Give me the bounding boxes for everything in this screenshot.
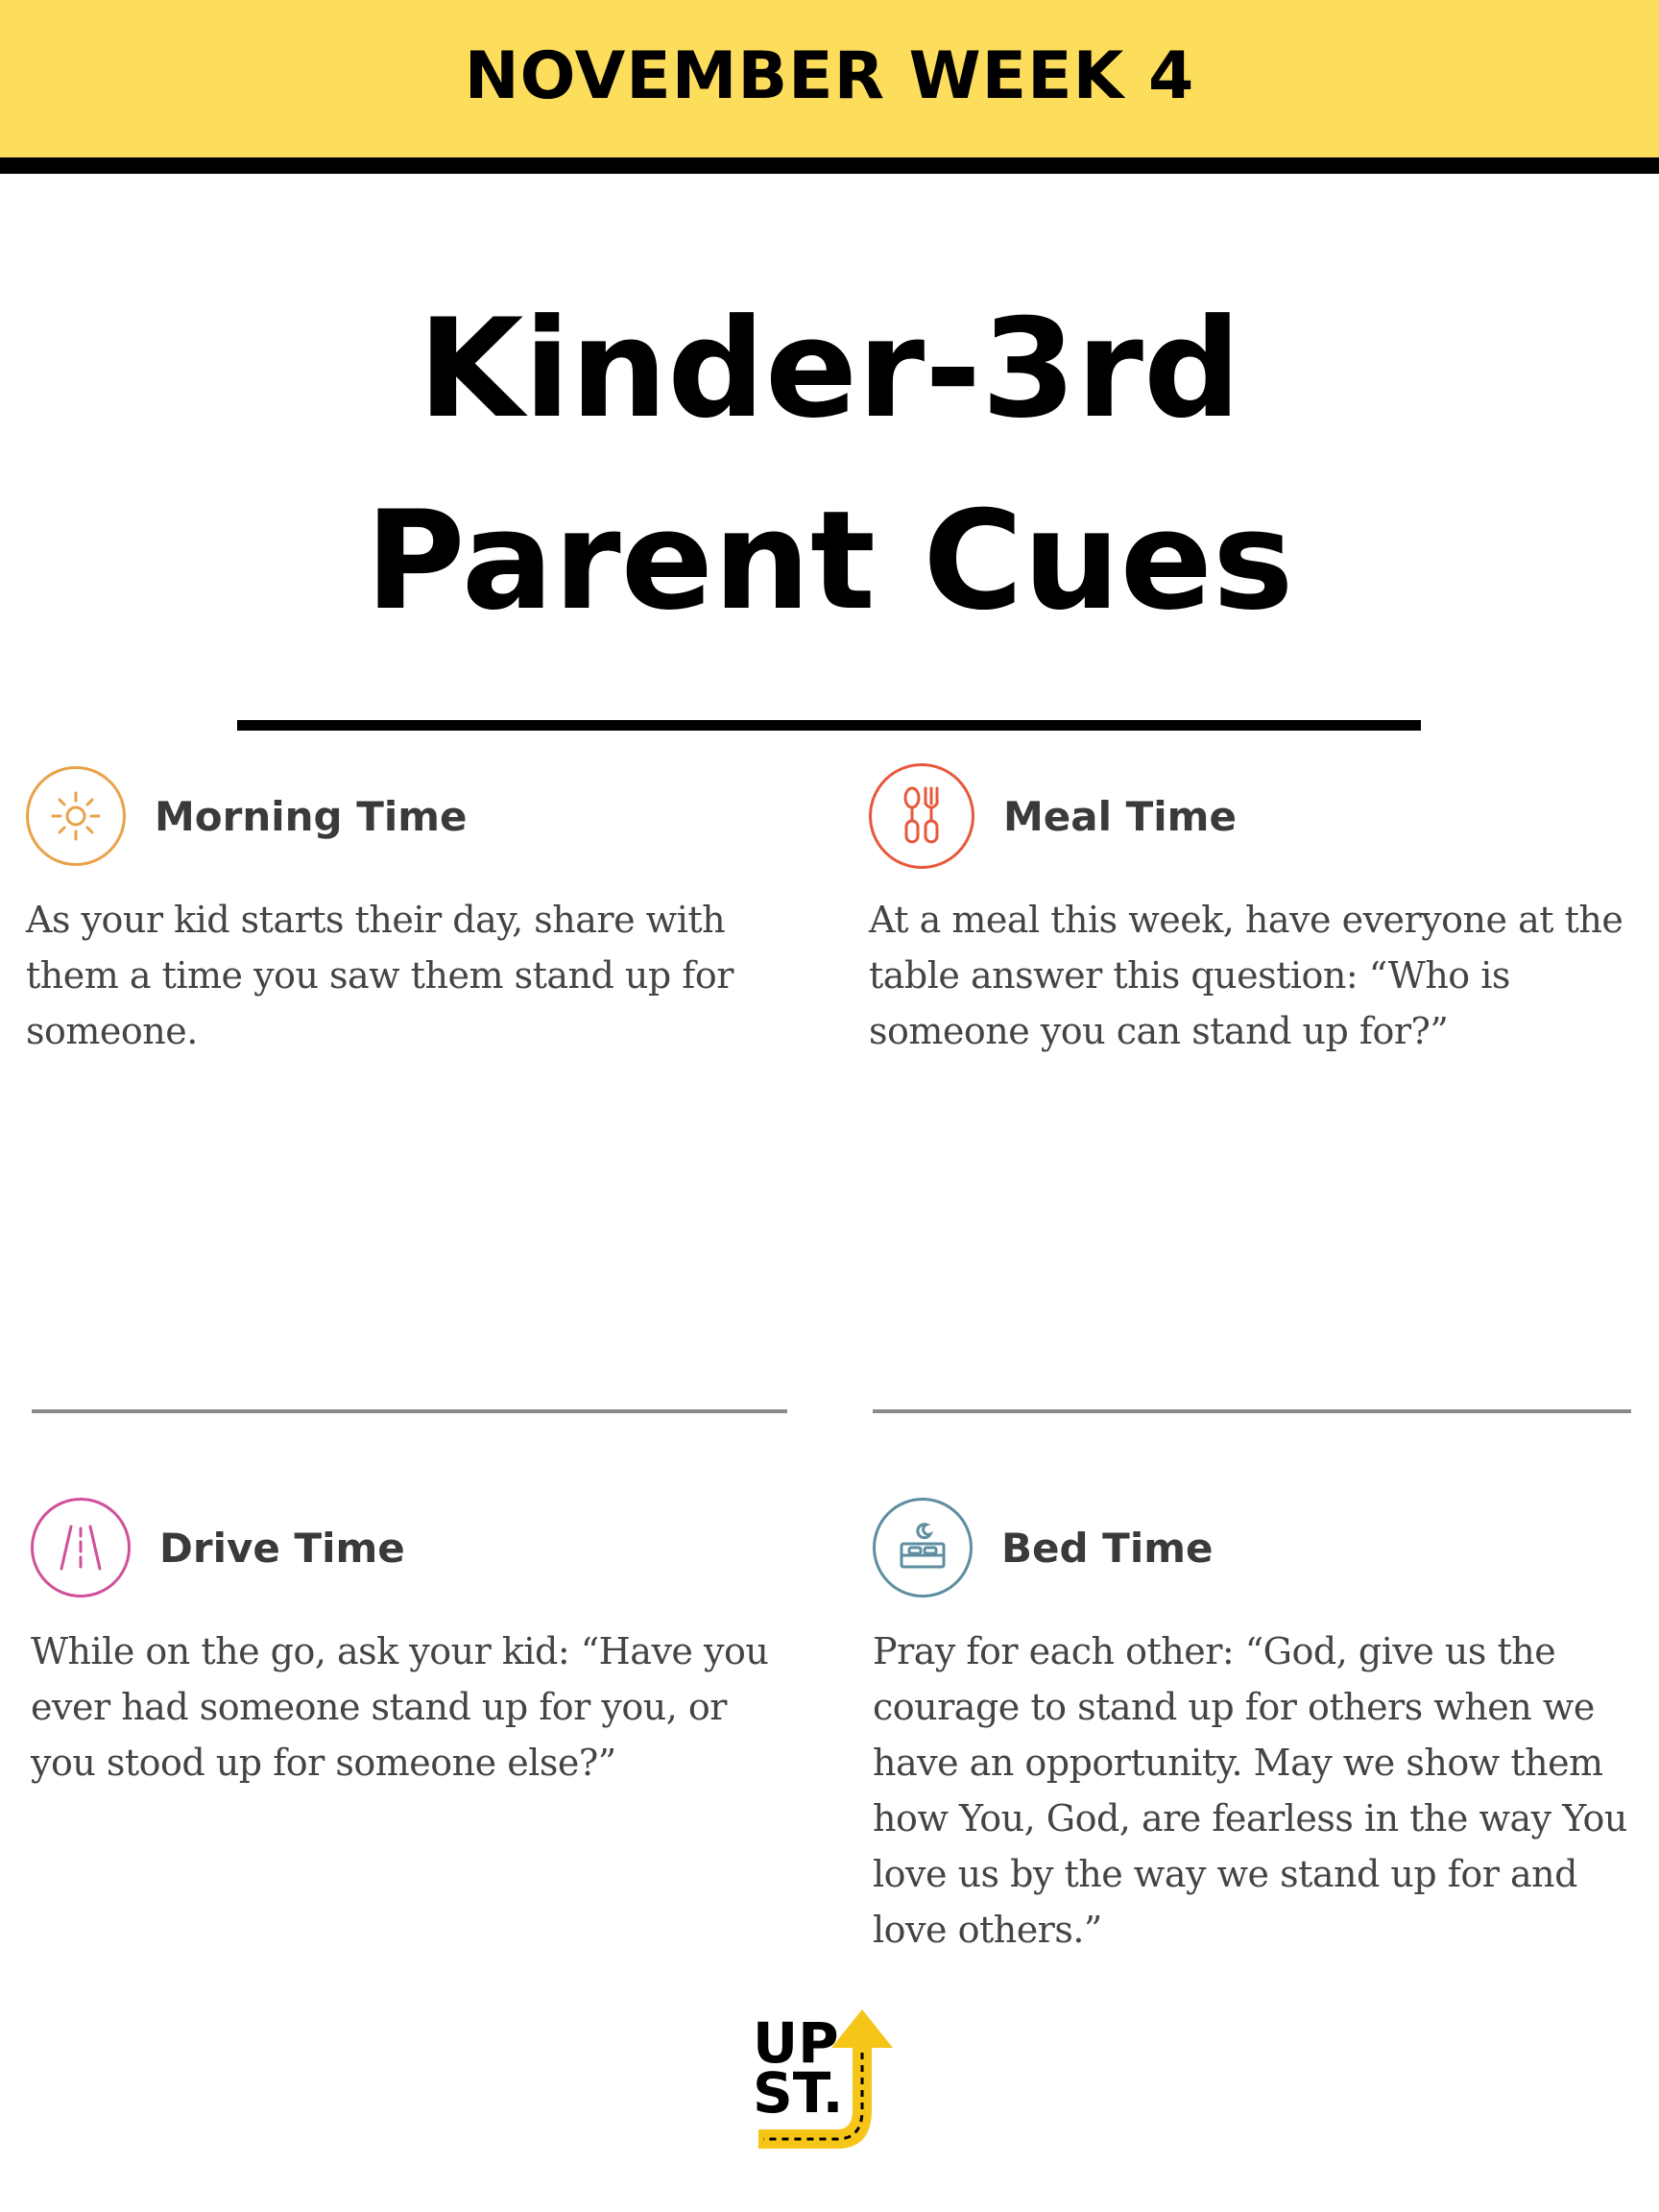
upstreet-logo [749,2005,912,2158]
cue-morning-time [26,763,794,1059]
cue-body: As your kid starts their day, share with them a time you saw them stand up for someone. [26,899,733,1052]
cue-body: While on the go, ask your kid: “Have you ever had someone stand up for you, or you stood up for someone else?” [31,1630,769,1784]
logo-line-1: UP [753,2010,839,2076]
cue-title: Meal Time [1003,792,1237,840]
logo-line-2: ST. [753,2060,844,2126]
cue-body: Pray for each other: “God, give us the courage to stand up for others when we have an opportunity. May we show them how You, God, are fearless in the way You love us by the way we stand up for and love others.” [873,1630,1627,1951]
cue-body: At a meal this week, have everyone at the table answer this question: “Who is someone you can stand up for?” [869,899,1623,1052]
sun-icon [26,766,126,866]
cue-meal-time [869,763,1637,1059]
utensils-icon [869,763,974,869]
bed-moon-icon [873,1498,973,1598]
section-divider-right [873,1409,1631,1413]
page-title [0,274,1659,658]
cue-title: Morning Time [155,792,468,840]
title-line-2: Parent Cues [365,482,1294,640]
title-line-1: Kinder-3rd [418,290,1241,448]
header-banner [0,0,1659,157]
section-divider-left [32,1409,787,1413]
header-divider [0,157,1659,174]
cue-drive-time [31,1495,799,1791]
cue-bed-time [873,1495,1641,1958]
title-divider [237,720,1421,731]
week-label: NOVEMBER WEEK 4 [464,37,1195,114]
cue-title: Bed Time [1001,1524,1214,1572]
road-icon [31,1498,131,1598]
cue-title: Drive Time [159,1524,405,1572]
